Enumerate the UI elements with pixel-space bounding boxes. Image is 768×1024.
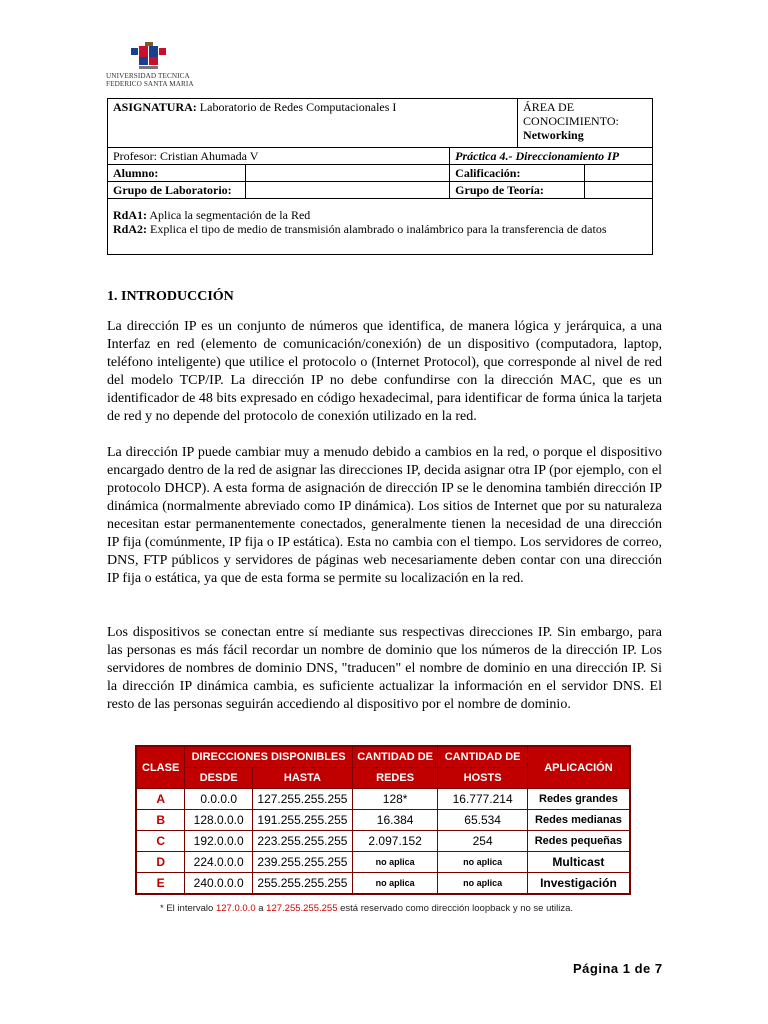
col-hosts-top: CANTIDAD DE	[438, 746, 528, 768]
rda2-line	[113, 222, 647, 236]
profesor-cell: Profesor: Cristian Ahumada V	[108, 148, 450, 165]
rda1-label: RdA1:	[113, 208, 148, 222]
row-redes: 128*	[352, 789, 438, 810]
row-hosts: no aplica	[438, 873, 528, 895]
footnote-ip-start: 127.0.0.0	[215, 903, 256, 914]
row-redes: no aplica	[352, 852, 438, 873]
row-hasta: 239.255.255.255	[253, 852, 353, 873]
row-desde: 224.0.0.0	[185, 852, 253, 873]
grupo-teoria-field[interactable]	[585, 182, 653, 199]
ip-classes-table	[135, 745, 631, 895]
university-name-line1: UNIVERSIDAD TECNICA	[106, 72, 190, 80]
table-row	[136, 873, 630, 895]
paragraph-3: Los dispositivos se conectan entre sí mediante sus respectivas direcciones IP. Sin embargo, para las personas es más fácil recordar un nombre de dominio que los números de la dirección IP. Los servidores de nombres de dominio DNS, "traducen" el nombre de dominio en una dirección IP. Si la dirección IP dinámica cambia, es suficiente actualizar la información en el servidor DNS. El resto de las personas seguirán accediendo al dispositivo por el nombre de dominio.	[107, 625, 662, 712]
row-clase: C	[136, 831, 185, 852]
paragraph-2: La dirección IP puede cambiar muy a menudo debido a cambios en la red, o porque el dispositivo encargado dentro de la red de asignar las direcciones IP, decida asignar otra IP (por ejemplo, con el protocolo DHCP). A esta forma de asignación de dirección IP se le denomina también dirección IP dinámica (normalmente abreviado como IP dinámica). Los sitios de Internet que por su naturaleza necesitan estar permanentemente conectados, generalmente tienen la necesidad de una dirección IP fija (comúnmente, IP fija o IP estática). Esta no cambia con el tiempo. Los servidores de correo, DNS, FTP públicos y servidores de páginas web necesariamente deben contar con una dirección IP fija o estática, ya que de esta forma se permite su localización en la red.	[107, 445, 662, 586]
asignatura-label: ASIGNATURA:	[113, 100, 197, 114]
row-desde: 0.0.0.0	[185, 789, 253, 810]
section-title: 1. INTRODUCCIÓN	[107, 289, 234, 304]
university-name-line2: FEDERICO SANTA MARIA	[106, 80, 194, 88]
table-row	[136, 810, 630, 831]
row-aplicacion: Redes grandes	[527, 789, 630, 810]
row-clase: B	[136, 810, 185, 831]
area-label-1: ÁREA DE	[523, 100, 575, 114]
table-footnote	[160, 903, 573, 914]
university-logo	[106, 42, 194, 90]
area-value: Networking	[523, 128, 584, 142]
calificacion-field[interactable]	[585, 165, 653, 182]
practica-title: Práctica 4.- Direccionamiento IP	[450, 148, 653, 165]
row-aplicacion: Redes pequeñas	[527, 831, 630, 852]
alumno-field[interactable]	[245, 165, 449, 182]
rda-cell	[108, 199, 653, 255]
row-clase: E	[136, 873, 185, 895]
university-name	[106, 72, 196, 88]
footnote-mid: a	[255, 903, 267, 914]
table-row	[136, 789, 630, 810]
grupo-lab-label: Grupo de Laboratorio:	[108, 182, 246, 199]
area-label-2: CONOCIMIENTO:	[523, 114, 619, 128]
row-hasta: 127.255.255.255	[253, 789, 353, 810]
col-desde: DESDE	[185, 768, 253, 789]
row-redes: 16.384	[352, 810, 438, 831]
row-desde: 240.0.0.0	[185, 873, 253, 895]
asignatura-cell	[108, 99, 518, 148]
rda1-text: Aplica la segmentación de la Red	[149, 208, 311, 222]
rda1-line	[113, 208, 647, 222]
footnote-ip-end: 127.255.255.255	[266, 903, 338, 914]
course-header-table	[107, 98, 653, 255]
row-clase: A	[136, 789, 185, 810]
row-redes: no aplica	[352, 873, 438, 895]
table-row	[136, 852, 630, 873]
row-hosts: 254	[438, 831, 528, 852]
university-crest-icon	[131, 42, 167, 70]
row-aplicacion: Investigación	[527, 873, 630, 895]
table-row	[136, 831, 630, 852]
row-hasta: 223.255.255.255	[253, 831, 353, 852]
row-aplicacion: Redes medianas	[527, 810, 630, 831]
asignatura-value: Laboratorio de Redes Computacionales I	[199, 100, 397, 114]
col-redes-top: CANTIDAD DE	[352, 746, 438, 768]
grupo-lab-field[interactable]	[245, 182, 449, 199]
calificacion-label: Calificación:	[450, 165, 585, 182]
grupo-teoria-label: Grupo de Teoría:	[450, 182, 585, 199]
row-hasta: 191.255.255.255	[253, 810, 353, 831]
row-hosts: no aplica	[438, 852, 528, 873]
col-redes-bottom: REDES	[352, 768, 438, 789]
footnote-post: está reservado como dirección loopback y no se utiliza.	[337, 903, 574, 914]
footnote-pre: * El intervalo	[160, 903, 216, 914]
rda2-label: RdA2:	[113, 222, 148, 236]
row-clase: D	[136, 852, 185, 873]
row-aplicacion: Multicast	[527, 852, 630, 873]
row-desde: 192.0.0.0	[185, 831, 253, 852]
rda2-text: Explica el tipo de medio de transmisión alambrado o inalámbrico para la transferencia de datos	[150, 222, 607, 236]
page-number: Página 1 de 7	[573, 961, 663, 976]
paragraph-1: La dirección IP es un conjunto de números que identifica, de manera lógica y jerárquica, a una Interfaz en red (elemento de comunicación/conexión) de un dispositivo (computadora, laptop, teléfono inteligente) que utilice el protocolo o (Internet Protocol), que corresponde al nivel de red del modelo TCP/IP. La dirección IP no debe confundirse con la dirección MAC, que es un identificador de 48 bits expresado en código hexadecimal, para identificar de forma única la tarjeta de red y no depende del protocolo de conexión utilizado en la red.	[107, 319, 662, 424]
col-aplicacion: APLICACIÓN	[527, 746, 630, 789]
row-desde: 128.0.0.0	[185, 810, 253, 831]
col-clase: CLASE	[136, 746, 185, 789]
row-redes: 2.097.152	[352, 831, 438, 852]
col-direcciones: DIRECCIONES DISPONIBLES	[185, 746, 353, 768]
col-hosts-bottom: HOSTS	[438, 768, 528, 789]
area-cell	[518, 99, 653, 148]
row-hosts: 16.777.214	[438, 789, 528, 810]
alumno-label: Alumno:	[108, 165, 246, 182]
row-hosts: 65.534	[438, 810, 528, 831]
col-hasta: HASTA	[253, 768, 353, 789]
row-hasta: 255.255.255.255	[253, 873, 353, 895]
